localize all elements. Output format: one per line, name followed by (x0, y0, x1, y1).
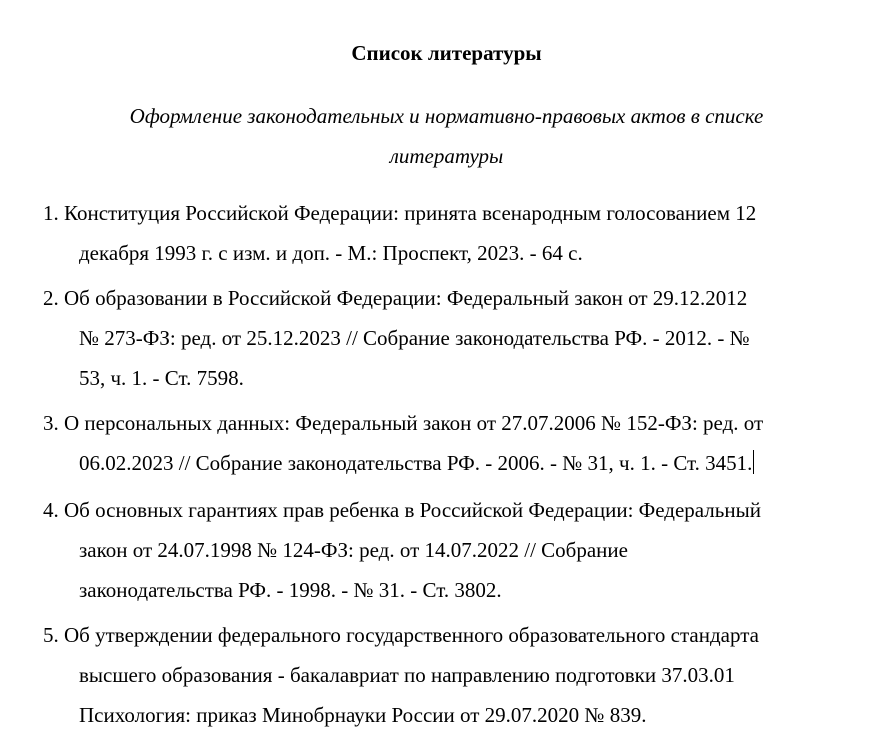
reference-item-1 (0, 193, 884, 273)
reference-line-text: 06.02.2023 // Собрание законодательства РФ. - 2006. - № 31, ч. 1. - Ст. 3451. (79, 451, 753, 475)
subtitle-line-1: Оформление законодательных и нормативно-правовых актов в списке (129, 104, 764, 128)
reference-line: 1. Конституция Российской Федерации: принята всенародным голосованием 12 (43, 201, 757, 225)
reference-line: 4. Об основных гарантиях прав ребенка в Российской Федерации: Федеральный (43, 498, 761, 522)
reference-line: 53, ч. 1. - Ст. 7598. (79, 366, 244, 390)
document-title: Список литературы (351, 41, 542, 65)
reference-line-with-caret[interactable] (0, 443, 884, 483)
reference-line: 3. О персональных данных: Федеральный закон от 27.07.2006 № 152-ФЗ: ред. от (43, 411, 764, 435)
reference-line: № 273-ФЗ: ред. от 25.12.2023 // Собрание законодательства РФ. - 2012. - № (79, 326, 750, 350)
section-subtitle (60, 96, 833, 176)
reference-item-4 (0, 490, 884, 610)
subtitle-line-2: литературы (389, 144, 504, 168)
reference-line: высшего образования - бакалавриат по направлению подготовки 37.03.01 (79, 663, 735, 687)
reference-line: Психология: приказ Минобрнауки России от 29.07.2020 № 839. (79, 703, 647, 727)
reference-item-5 (0, 615, 884, 735)
reference-item-2 (0, 278, 884, 398)
reference-line: 2. Об образовании в Российской Федерации: Федеральный закон от 29.12.2012 (43, 286, 748, 310)
reference-item-3 (0, 403, 884, 483)
text-cursor (753, 450, 754, 474)
reference-line: закон от 24.07.1998 № 124-ФЗ: ред. от 14.07.2022 // Собрание (79, 538, 628, 562)
reference-line: декабря 1993 г. с изм. и доп. - М.: Проспект, 2023. - 64 с. (79, 241, 583, 265)
reference-line: 5. Об утверждении федерального государственного образовательного стандарта (43, 623, 759, 647)
reference-line: законодательства РФ. - 1998. - № 31. - Ст. 3802. (79, 578, 502, 602)
